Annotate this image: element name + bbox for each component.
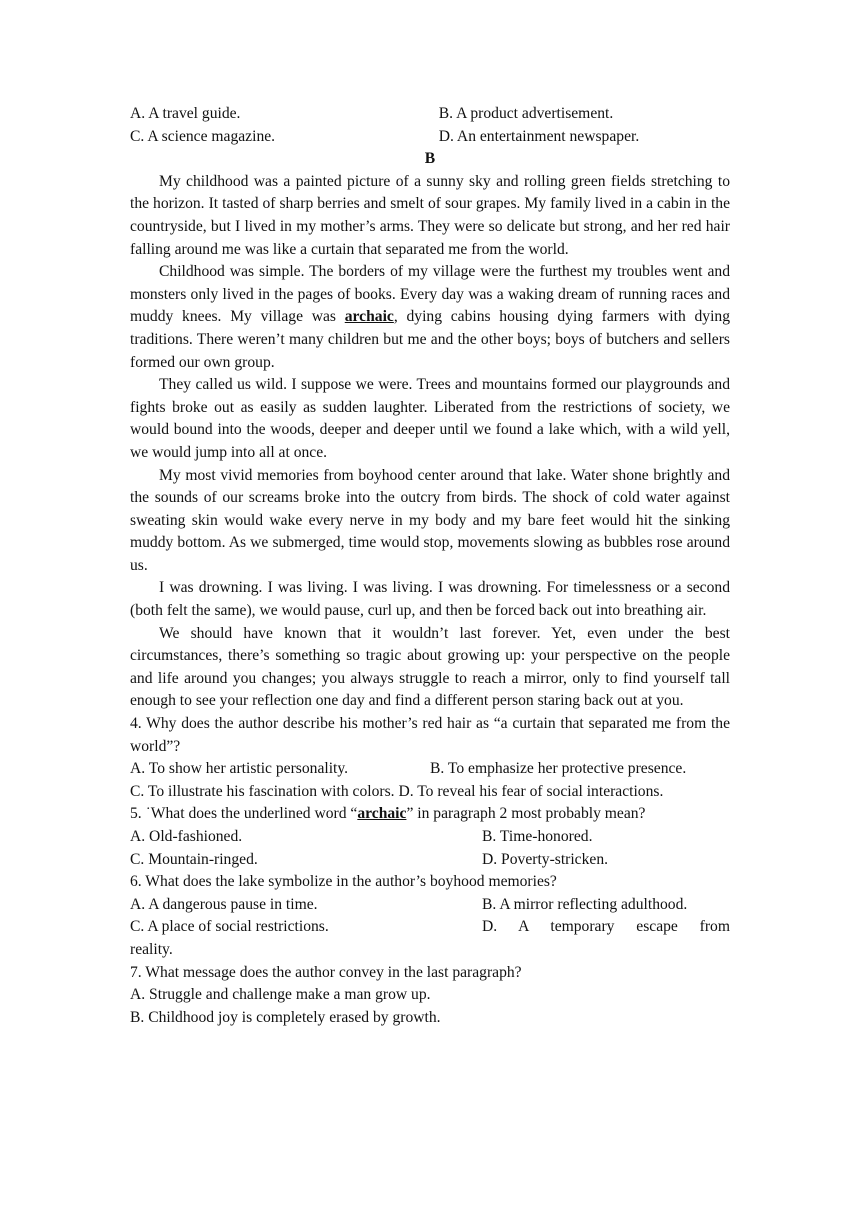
question-7-option-b: B. Childhood joy is completely erased by growth. <box>130 1008 441 1026</box>
passage-paragraph-4: My most vivid memories from boyhood center around that lake. Water shone brightly and the sounds of our screams broke into the outcry from birds. The shock of cold water against sweating skin would wake every nerve in my body and my bare feet would hit the sinking muddy bottom. As we submerged, time would stop, movements slowing as bubbles rose around us. <box>130 466 730 574</box>
question-6-option-d-continued: reality. <box>130 940 173 958</box>
paragraph-2-text-before: Childhood was simple. The borders of my village were the furthest my troubles went and monsters only lived in the pages of books. Every day was a waking dream of running races and muddy knees. My village was <box>130 263 730 326</box>
passage-paragraph-3: They called us wild. I suppose we were. Trees and mountains formed our playgrounds and fights broke out as easily as sudden laughter. Liberated from the restrictions of society, we would bound into the woods, deeper and deeper until we found a lake which, with a wild yell, we would jump into all at once. <box>130 376 730 461</box>
question-6-options-row-2 <box>130 916 730 939</box>
question-4-stem: 4. Why does the author describe his mother’s red hair as “a curtain that separated me from the world”? <box>130 715 730 755</box>
exam-page <box>130 103 730 1029</box>
question-6-stem: 6. What does the lake symbolize in the author’s boyhood memories? <box>130 873 557 891</box>
question-6-options-row-1 <box>130 894 730 917</box>
question-5-option-c: C. Mountain-ringed. <box>130 850 258 868</box>
passage-paragraph-2 <box>130 261 730 374</box>
question-5-stem <box>130 803 730 826</box>
question-4-option-d: D. To reveal his fear of social interactions. <box>398 782 664 800</box>
passage-paragraph-1: My childhood was a painted picture of a sunny sky and rolling green fields stretching to the horizon. It tasted of sharp berries and smelt of sour grapes. My family lived in a cabin in the countryside, but I lived in my mother’s arms. They were so delicate but strong, and her red hair falling around me was like a curtain that separated me from the world. <box>130 172 730 258</box>
question-5-underlined-word: archaic <box>357 805 407 823</box>
prev-option-a: A. A travel guide. <box>130 105 241 122</box>
question-7-option-a: A. Struggle and challenge make a man grow up. <box>130 986 431 1004</box>
question-4-options-row-2 <box>130 781 730 804</box>
prev-options-row-2 <box>130 126 730 149</box>
paragraph-2-text-after: , dying cabins housing dying farmers with dying traditions. There weren’t many children but me and the other boys; boys of butchers and sellers formed our own group. <box>130 308 731 371</box>
prev-options-row-1 <box>130 103 730 126</box>
question-5-options-row-2 <box>130 849 730 872</box>
prev-option-c: C. A science magazine. <box>130 127 276 145</box>
question-5-options-row-1 <box>130 826 730 849</box>
question-6-option-b: B. A mirror reflecting adulthood. <box>482 895 688 913</box>
question-5-stem-after: ” in paragraph 2 most probably mean? <box>406 805 646 823</box>
prev-option-b: B. A product advertisement. <box>438 105 614 122</box>
question-5-option-a: A. Old-fashioned. <box>130 828 243 845</box>
prev-option-d: D. An entertainment newspaper. <box>438 127 640 145</box>
question-4-option-b: B. To emphasize her protective presence. <box>430 760 687 778</box>
question-5-stem-before: 5. ˙What does the underlined word “ <box>130 805 358 823</box>
question-4-option-a: A. To show her artistic personality. <box>130 760 349 778</box>
question-6-option-c: C. A place of social restrictions. <box>130 918 329 936</box>
question-5-option-b: B. Time-honored. <box>482 828 593 845</box>
question-6-option-d: D. A temporary escape from <box>482 918 730 936</box>
question-5-option-d: D. Poverty-stricken. <box>482 850 609 868</box>
passage-paragraph-6: We should have known that it wouldn’t last forever. Yet, even under the best circumstances, there’s something so tragic about growing up: your perspective on the people and life around you changes; you always struggle to reach a mirror, only to find yourself tall enough to see your reflection one day and find a different person staring back out at you. <box>130 624 730 710</box>
question-6-option-a: A. A dangerous pause in time. <box>130 895 318 913</box>
question-7-stem: 7. What message does the author convey in the last paragraph? <box>130 963 522 981</box>
passage-paragraph-5: I was drowning. I was living. I was living. I was drowning. For timelessness or a second (both felt the same), we would pause, curl up, and then be forced back out into breathing air. <box>130 579 730 620</box>
underlined-word-archaic: archaic <box>344 308 394 326</box>
question-4-option-c: C. To illustrate his fascination with colors. <box>130 782 395 800</box>
question-4-options-row-1 <box>130 758 730 781</box>
section-label: B <box>424 150 436 168</box>
